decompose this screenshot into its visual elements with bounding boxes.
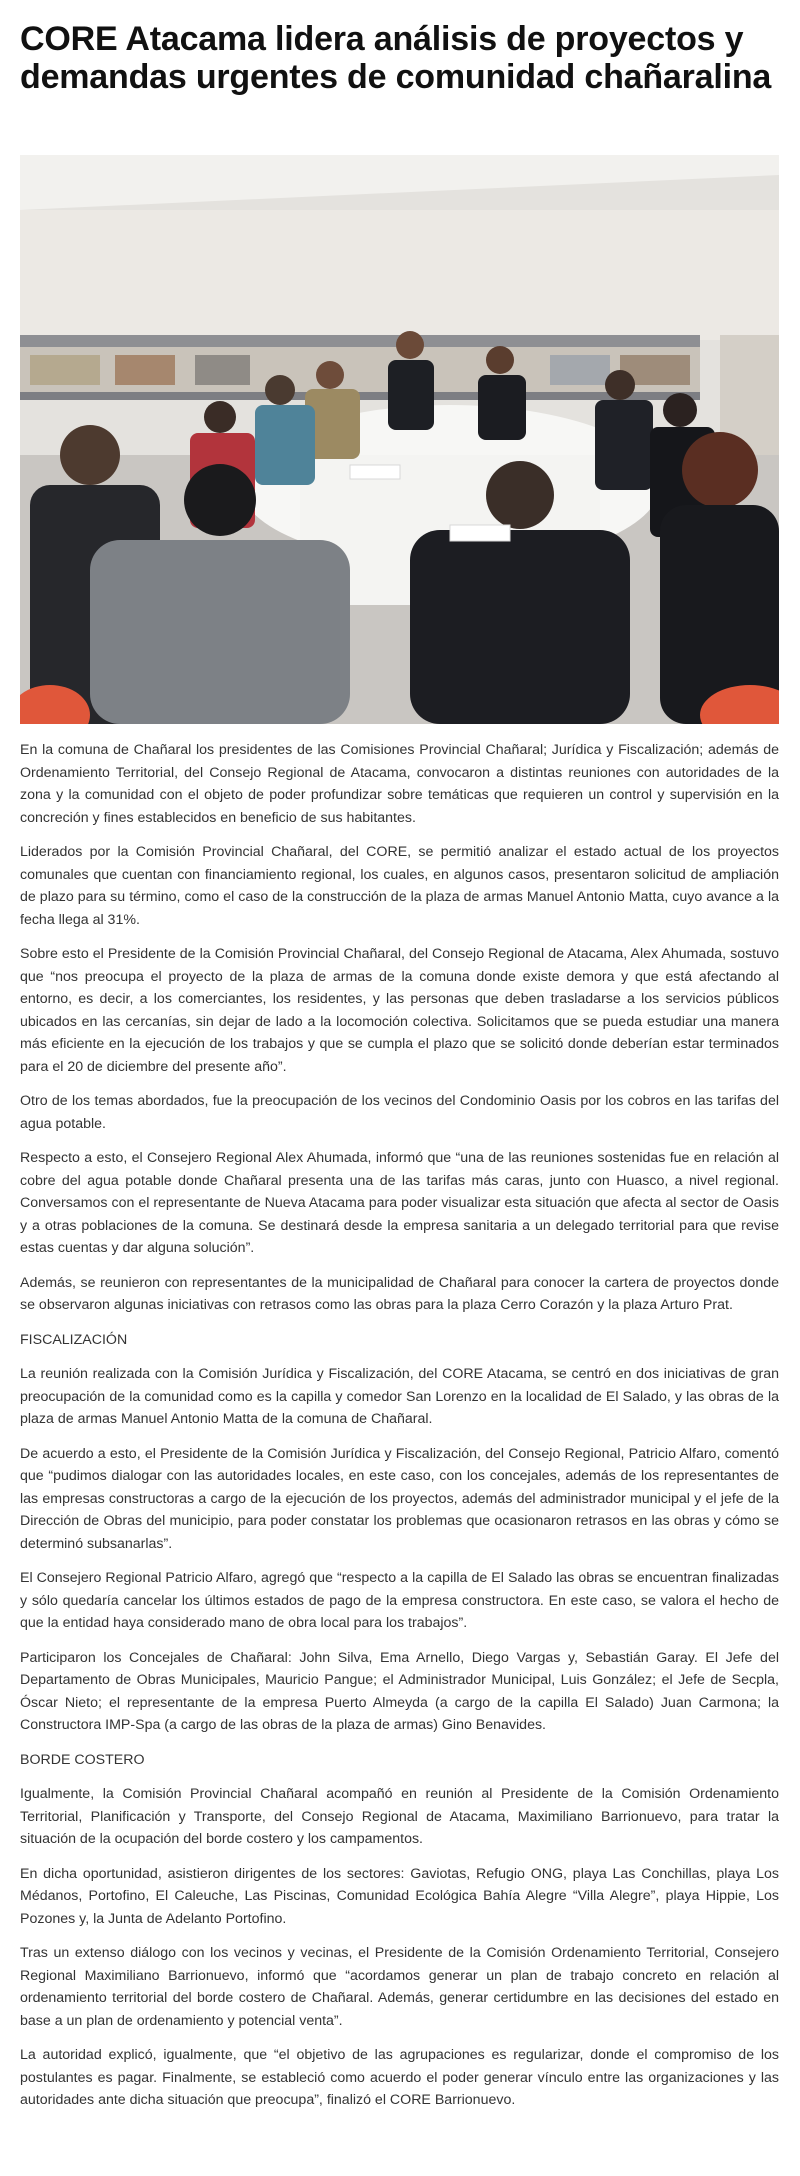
article [20,0,779,2108]
article-paragraph: De acuerdo a esto, el Presidente de la Comisión Jurídica y Fiscalización, del Consejo Regional, Patricio Alfaro, comentó que “pudimos dialogar con las autoridades locales, en este caso, con los concejales, además de los representantes de las empresas constructoras a cargo de la ejecución de los proyectos, además del administrador municipal y el jefe de la Dirección de Obras del municipio, para poder constatar los problemas que ocasionaron retrasos en las obras y cómo se determinó subsanarlas”. [20,1445,779,1552]
article-title: CORE Atacama lidera análisis de proyectos y demandas urgentes de comunidad chañaralina [20,20,772,96]
article-paragraph: Además, se reunieron con representantes de la municipalidad de Chañaral para conocer la cartera de proyectos donde se observaron algunas iniciativas con retrasos como las obras para la plaza Cerro Corazón y la plaza Arturo Prat. [20,1274,779,1313]
article-paragraph: Participaron los Concejales de Chañaral: John Silva, Ema Arnello, Diego Vargas y, Sebastián Garay. El Jefe del Departamento de Obras Municipales, Mauricio Pangue; el Administrador Municipal, Luis González; el Jefe de Secpla, Óscar Nieto; el representante de la empresa Puerto Almeyda (a cargo de la capilla El Salado) Juan Carmona; la Constructora IMP-Spa (a cargo de las obras de la plaza de armas) Gino Benavides. [20,1649,779,1733]
article-paragraph: En la comuna de Chañaral los presidentes de las Comisiones Provincial Chañaral; Jurídica y Fiscalización; además de Ordenamiento Territorial, del Consejo Regional de Atacama, convocaron a distintas reuniones con autoridades de la zona y la comunidad con el objeto de poder profundizar sobre temáticas que requieren un control y supervisión en la concreción y fines establecidos en beneficio de sus habitantes. [20,742,779,826]
article-photo[interactable] [20,155,779,724]
article-paragraph: El Consejero Regional Patricio Alfaro, agregó que “respecto a la capilla de El Salado las obras se encuentran finalizadas y sólo quedaría cancelar los últimos estados de pago de la empresa constructora. En este caso, se valora el hecho de que la entidad haya considerado mano de obra local para los trabajos”. [20,1570,779,1631]
section-heading-borde-costero: BORDE COSTERO [20,1751,145,1768]
article-paragraph: La reunión realizada con la Comisión Jurídica y Fiscalización, del CORE Atacama, se centró en dos iniciativas de gran preocupación de la comunidad como es la capilla y comedor San Lorenzo en la localidad de El Salado, y las obras de la plaza de armas Manuel Antonio Matta de la comuna de Chañaral. [20,1366,779,1427]
meeting-photo-icon [20,155,779,724]
article-body [20,739,779,2124]
article-paragraph: Respecto a esto, el Consejero Regional Alex Ahumada, informó que “una de las reuniones sostenidas fue en relación al cobre del agua potable donde Chañaral presenta una de las tarifas más caras, junto con Huasco, a nivel regional. Conversamos con el representante de Nueva Atacama para poder visualizar esta situación que afecta al sector de Oasis y a otras poblaciones de la comuna. Se destinará desde la empresa sanitaria a un delegado territorial para que revise estas cuentas y dar alguna solución”. [20,1150,779,1256]
article-paragraph: Sobre esto el Presidente de la Comisión Provincial Chañaral, del Consejo Regional de Atacama, Alex Ahumada, sostuvo que “nos preocupa el proyecto de la plaza de armas de la comuna donde existe demora y que está afectando al entorno, es decir, a los comerciantes, los residentes, y las personas que deben trasladarse a los servicios públicos ubicados en las cercanías, sin dejar de lado a la locomoción colectiva. Solicitamos que se pueda estudiar una manera más eficiente en la ejecución de los trabajos y que se cumpla el plazo que se solicitó donde deberían estar terminados para el 20 de diciembre del presente año”. [20,946,779,1075]
article-paragraph: Tras un extenso diálogo con los vecinos y vecinas, el Presidente de la Comisión Ordenamiento Territorial, Consejero Regional Maximiliano Barrionuevo, informó que “acordamos generar un plan de trabajo concreto en relación al ordenamiento territorial del borde costero de Chañaral. Además, generar certidumbre en las decisiones del estado en base a un plan de ordenamiento y potencial venta”. [20,1945,779,2029]
article-paragraph: En dicha oportunidad, asistieron dirigentes de los sectores: Gaviotas, Refugio ONG, playa Las Conchillas, playa Los Médanos, Portofino, El Caleuche, Las Piscinas, Comunidad Ecológica Bahía Alegre “Villa Alegre”, playa Hippie, Los Pozones y, la Junta de Adelanto Portofino. [20,1865,779,1927]
article-paragraph: Igualmente, la Comisión Provincial Chañaral acompañó en reunión al Presidente de la Comisión Ordenamiento Territorial, Planificación y Transporte, del Consejo Regional de Atacama, Maximiliano Barrionuevo, para tratar la situación de la ocupación del borde costero y los campamentos. [20,1786,779,1847]
section-heading-fiscalizacion: FISCALIZACIÓN [20,1331,128,1348]
article-paragraph: Liderados por la Comisión Provincial Chañaral, del CORE, se permitió analizar el estado actual de los proyectos comunales que cuentan con financiamiento regional, los cuales, en algunos casos, presentaron solicitud de ampliación de plazo para su término, como el caso de la construcción de la plaza de armas Manuel Antonio Matta, cuyo avance a la fecha llega al 31%. [20,844,779,928]
article-paragraph: La autoridad explicó, igualmente, que “el objetivo de las agrupaciones es regularizar, donde el compromiso de los postulantes es pagar. Finalmente, se estableció como acuerdo el poder generar vínculo entre las organizaciones y las autoridades ante dicha situación que preocupa”, finalizó el CORE Barrionuevo. [20,2047,779,2108]
article-paragraph: Otro de los temas abordados, fue la preocupación de los vecinos del Condominio Oasis por los cobros en las tarifas del agua potable. [20,1093,779,1132]
